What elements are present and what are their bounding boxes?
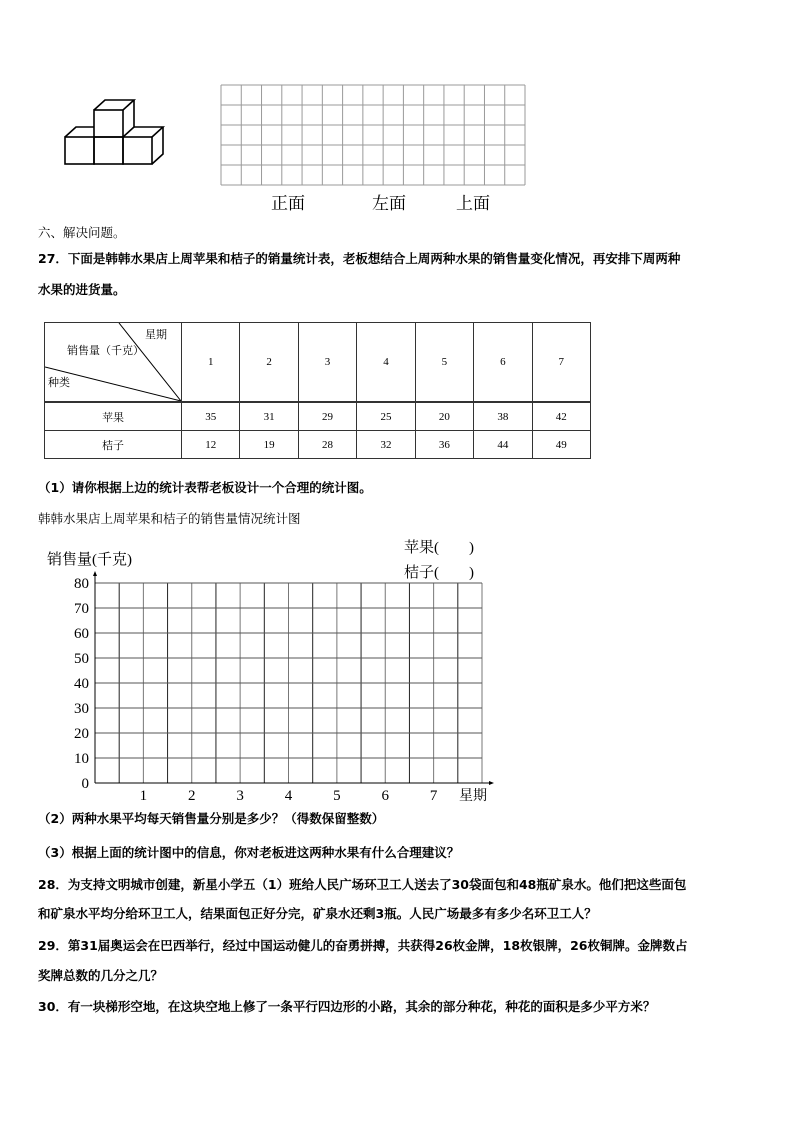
q28-text-line2: 和矿泉水平均分给环卫工人，结果面包正好分完，矿泉水还剩3瓶。人民广场最多有多少名环卫工人？ bbox=[38, 906, 597, 921]
corner-label-day: 星期 bbox=[145, 328, 167, 341]
cell: 12 bbox=[182, 431, 240, 459]
cell: 32 bbox=[357, 431, 415, 459]
q29-text-line1: 29．第31届奥运会在巴西举行，经过中国运动健儿的奋勇拼搏，共获得26枚金牌，18枚银牌，26枚铜牌。金牌数占 bbox=[38, 938, 688, 953]
row-label: 桔子 bbox=[45, 431, 182, 459]
svg-text:70: 70 bbox=[74, 601, 89, 617]
q29-text-line2: 奖牌总数的几分之几？ bbox=[38, 968, 164, 983]
svg-text:6: 6 bbox=[381, 788, 389, 804]
corner-label-type: 种类 bbox=[48, 376, 70, 389]
svg-text:3: 3 bbox=[236, 788, 244, 804]
day-header: 7 bbox=[532, 323, 590, 403]
q27-sub1: （1）请你根据上边的统计表帮老板设计一个合理的统计图。 bbox=[38, 480, 372, 495]
day-header: 3 bbox=[298, 323, 356, 403]
corner-label-sales: 销售量（千克） bbox=[67, 344, 144, 357]
q28-text-line1: 28．为支持文明城市创建，新星小学五（1）班给人民广场环卫工人送去了30袋面包和48瓶矿泉水。他们把这些面包 bbox=[38, 877, 687, 892]
cell: 20 bbox=[415, 402, 473, 431]
svg-text:4: 4 bbox=[284, 788, 293, 804]
svg-text:30: 30 bbox=[74, 701, 89, 717]
view-label-top: 上面 bbox=[456, 194, 490, 213]
cell: 35 bbox=[182, 402, 240, 431]
view-label-left: 左面 bbox=[372, 194, 406, 213]
cell: 29 bbox=[298, 402, 356, 431]
svg-text:20: 20 bbox=[74, 726, 89, 742]
day-header: 6 bbox=[474, 323, 532, 403]
svg-text:1: 1 bbox=[139, 788, 148, 804]
svg-text:7: 7 bbox=[429, 788, 438, 804]
q30-text-line1: 30．有一块梯形空地，在这块空地上修了一条平行四边形的小路，其余的部分种花，种花的面积是多少平方米？ bbox=[38, 999, 656, 1014]
q27-text-line1: 27．下面是韩韩水果店上周苹果和桔子的销量统计表，老板想结合上周两种水果的销售量变化情况，再安排下周两种 bbox=[38, 251, 681, 266]
cell: 42 bbox=[532, 402, 590, 431]
legend-apple: 苹果( ) bbox=[404, 540, 474, 556]
chart-title: 韩韩水果店上周苹果和桔子的销售量情况统计图 bbox=[38, 511, 301, 526]
svg-text:星期: 星期 bbox=[459, 788, 487, 804]
legend-orange: 桔子( ) bbox=[404, 565, 474, 581]
svg-text:50: 50 bbox=[74, 651, 89, 667]
svg-text:2: 2 bbox=[188, 788, 196, 804]
day-header: 2 bbox=[240, 323, 298, 403]
cell: 31 bbox=[240, 402, 298, 431]
svg-text:80: 80 bbox=[74, 576, 89, 592]
section-title: 六、解决问题。 bbox=[38, 225, 126, 240]
cell: 19 bbox=[240, 431, 298, 459]
svg-text:60: 60 bbox=[74, 626, 89, 642]
cell: 25 bbox=[357, 402, 415, 431]
row-label: 苹果 bbox=[45, 402, 182, 431]
cell: 38 bbox=[474, 402, 532, 431]
cell: 49 bbox=[532, 431, 590, 459]
y-axis-label: 销售量(千克) bbox=[47, 552, 132, 568]
day-header: 4 bbox=[357, 323, 415, 403]
cell: 44 bbox=[474, 431, 532, 459]
q27-text-line2: 水果的进货量。 bbox=[38, 282, 126, 297]
cell: 28 bbox=[298, 431, 356, 459]
cell: 36 bbox=[415, 431, 473, 459]
view-label-front: 正面 bbox=[271, 194, 305, 213]
q27-sub2: （2）两种水果平均每天销售量分别是多少？（得数保留整数） bbox=[38, 811, 385, 826]
svg-text:10: 10 bbox=[74, 751, 89, 767]
svg-text:0: 0 bbox=[81, 776, 89, 792]
svg-text:5: 5 bbox=[333, 788, 341, 804]
svg-text:40: 40 bbox=[74, 676, 89, 692]
day-header: 5 bbox=[415, 323, 473, 403]
day-header: 1 bbox=[182, 323, 240, 403]
q27-sub3: （3）根据上面的统计图中的信息，你对老板进这两种水果有什么合理建议？ bbox=[38, 845, 460, 860]
